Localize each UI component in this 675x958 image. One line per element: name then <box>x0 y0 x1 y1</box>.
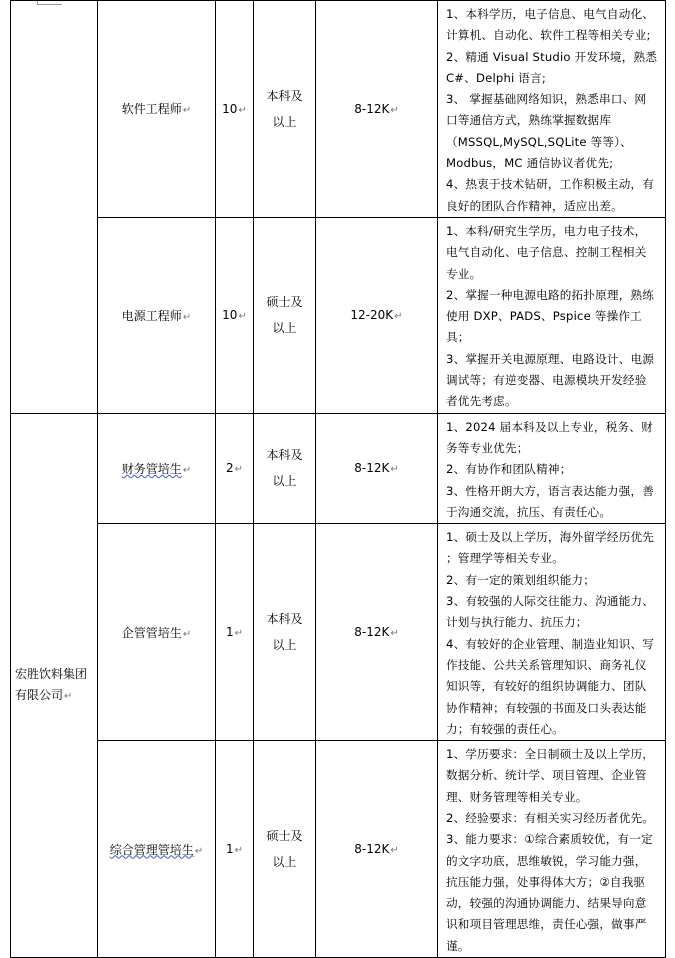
requirement-line: 力；有较强的责任心。 <box>446 721 564 736</box>
education-cell <box>254 413 316 523</box>
requirement-line: 良好的团队合作精神，适应出差。 <box>446 198 623 213</box>
job-title-cell: 综合管理管培生↵ <box>98 741 216 958</box>
requirement-line: 调试等；有逆变器、电源模块开发经验 <box>446 373 647 388</box>
requirement-line: Modbus，MC 通信协议者优先; <box>446 156 614 171</box>
education-line: 硕士及 <box>266 295 303 310</box>
requirement-line: 务等专业优先； <box>446 440 529 455</box>
job-title-cell: 企管管培生↵ <box>98 524 216 741</box>
requirement-line: 者优先考虑。 <box>446 394 517 409</box>
requirement-line: 具； <box>446 330 470 345</box>
requirement-line: ；管理学等相关专业。 <box>446 551 564 566</box>
requirement-line: 计算机、自动化、软件工程等相关专业; <box>446 28 651 43</box>
headcount-cell: 1↵ <box>216 741 254 958</box>
salary: 12-20K <box>350 308 394 323</box>
table-row <box>11 741 666 958</box>
requirement-line: 谨。 <box>446 938 470 953</box>
requirement-line: 2、精通 Visual Studio 开发环境，熟悉 <box>446 49 658 64</box>
requirement-line: 3、 掌握基础网络知识，熟悉串口、网 <box>446 92 647 107</box>
requirement-line: 2、经验要求：有相关实习经历者优先。 <box>446 810 655 825</box>
requirement-line: 2、掌握一种电源电路的拓扑原理，熟练 <box>446 287 655 302</box>
requirement-line: 4、有较好的企业管理、制造业知识、写 <box>446 636 655 651</box>
job-title: 综合管理管培生 <box>109 842 194 857</box>
requirement-line: 使用 DXP、PADS、Pspice 等操作工 <box>446 309 642 324</box>
salary: 8-12K <box>354 461 390 476</box>
education-cell <box>254 1 316 218</box>
education-line: 以上 <box>272 474 297 489</box>
table-row <box>11 1 666 218</box>
table-row <box>11 217 666 413</box>
company-name: 宏胜饮料集团有限公司 <box>15 666 88 702</box>
job-title-cell: 软件工程师↵ <box>98 1 216 218</box>
headcount: 10 <box>222 101 238 116</box>
requirement-line: 理、财务管理等相关专业。 <box>446 789 588 804</box>
requirement-line: 2、有一定的策划组织能力； <box>446 572 596 587</box>
job-title-cell: 财务管培生↵ <box>98 413 216 523</box>
job-title: 企管管培生 <box>121 625 182 640</box>
education-line: 以上 <box>272 855 297 870</box>
requirement-line: 动，较强的沟通协调能力、结果导向意 <box>446 896 647 911</box>
requirement-line: 数据分析、统计学、项目管理、企业管 <box>446 768 647 783</box>
requirement-line: （MSSQL,MySQL,SQLite 等等）、 <box>446 134 632 149</box>
headcount-cell: 10↵ <box>216 1 254 218</box>
education-line: 本科及 <box>266 88 303 103</box>
education-line: 本科及 <box>266 448 303 463</box>
requirements-cell <box>438 217 666 413</box>
job-title: 财务管培生 <box>121 461 182 476</box>
salary-cell: 8-12K↵ <box>316 524 438 741</box>
requirement-line: 专业。 <box>446 266 482 281</box>
requirements-cell <box>438 1 666 218</box>
requirements-cell <box>438 741 666 958</box>
company-cell: 宏胜饮料集团有限公司↵ <box>11 413 98 957</box>
requirement-line: 抗压能力强，处事得体大方；②自我驱 <box>446 874 646 889</box>
requirement-line: 3、能力要求：①综合素质较优，有一定 <box>446 832 653 847</box>
requirement-line: 计划与执行能力、抗压力； <box>446 615 588 630</box>
salary-cell: 12-20K↵ <box>316 217 438 413</box>
headcount: 1 <box>225 625 234 640</box>
education-line: 本科及 <box>266 612 303 627</box>
education-line: 以上 <box>272 638 297 653</box>
education-line: 以上 <box>272 114 297 129</box>
education-line: 硕士及 <box>266 829 303 844</box>
salary: 8-12K <box>354 625 390 640</box>
education-cell <box>254 524 316 741</box>
requirement-line: C#、Delphi 语言; <box>446 70 546 85</box>
recruitment-table <box>10 0 666 958</box>
requirement-line: 口等通信方式，熟练掌握数据库 <box>446 113 612 128</box>
salary: 8-12K <box>354 101 390 116</box>
table-row <box>11 413 666 523</box>
requirement-line: 协作精神；有较强的书面及口头表达能 <box>446 700 647 715</box>
salary-cell: 8-12K↵ <box>316 741 438 958</box>
requirement-line: 1、本科学历，电子信息、电气自动化、 <box>446 7 655 21</box>
requirement-line: 知识等，有较好的组织协调能力、团队 <box>446 679 647 694</box>
requirement-line: 4、热衷于技术钻研，工作积极主动，有 <box>446 177 655 192</box>
table-row <box>11 524 666 741</box>
requirement-line: 1、本科/研究生学历，电力电子技术， <box>446 223 647 238</box>
education-cell <box>254 741 316 958</box>
headcount-cell: 2↵ <box>216 413 254 523</box>
requirement-line: 2、有协作和团队精神； <box>446 462 572 477</box>
requirement-line: 于沟通交流，抗压、有责任心。 <box>446 504 612 519</box>
salary-cell: 8-12K↵ <box>316 1 438 218</box>
requirement-line: 3、掌握开关电源原理、电路设计、电源 <box>446 351 655 366</box>
job-title: 电源工程师 <box>121 308 182 323</box>
requirement-line: 1、硕士及以上学历，海外留学经历优先 <box>446 530 655 545</box>
job-title-cell: 电源工程师↵ <box>98 217 216 413</box>
requirement-line: 识和项目管理思维，责任心强，做事严 <box>446 917 647 932</box>
headcount: 10 <box>222 308 238 323</box>
education-cell <box>254 217 316 413</box>
requirements-cell <box>438 413 666 523</box>
requirement-line: 电气自动化、电子信息、控制工程相关 <box>446 245 647 260</box>
requirement-line: 的文字功底，思维敏锐，学习能力强， <box>446 853 647 868</box>
requirement-line: 1、学历要求：全日制硕士及以上学历， <box>446 747 655 762</box>
headcount: 2 <box>225 461 234 476</box>
requirements-cell <box>438 524 666 741</box>
requirement-line: 1、2024 届本科及以上专业，税务、财 <box>446 419 653 434</box>
requirement-line: 3、性格开朗大方，语言表达能力强，善 <box>446 483 655 498</box>
job-title: 软件工程师 <box>121 102 182 117</box>
headcount-cell: 10↵ <box>216 217 254 413</box>
salary-cell: 8-12K↵ <box>316 413 438 523</box>
education-line: 以上 <box>272 321 297 336</box>
salary: 8-12K <box>354 842 390 857</box>
company-cell <box>11 1 98 414</box>
requirement-line: 3、有较强的人际交往能力、沟通能力、 <box>446 594 655 609</box>
requirement-line: 作技能、公共关系管理知识、商务礼仪 <box>446 657 647 672</box>
headcount: 1 <box>225 842 234 857</box>
headcount-cell: 1↵ <box>216 524 254 741</box>
